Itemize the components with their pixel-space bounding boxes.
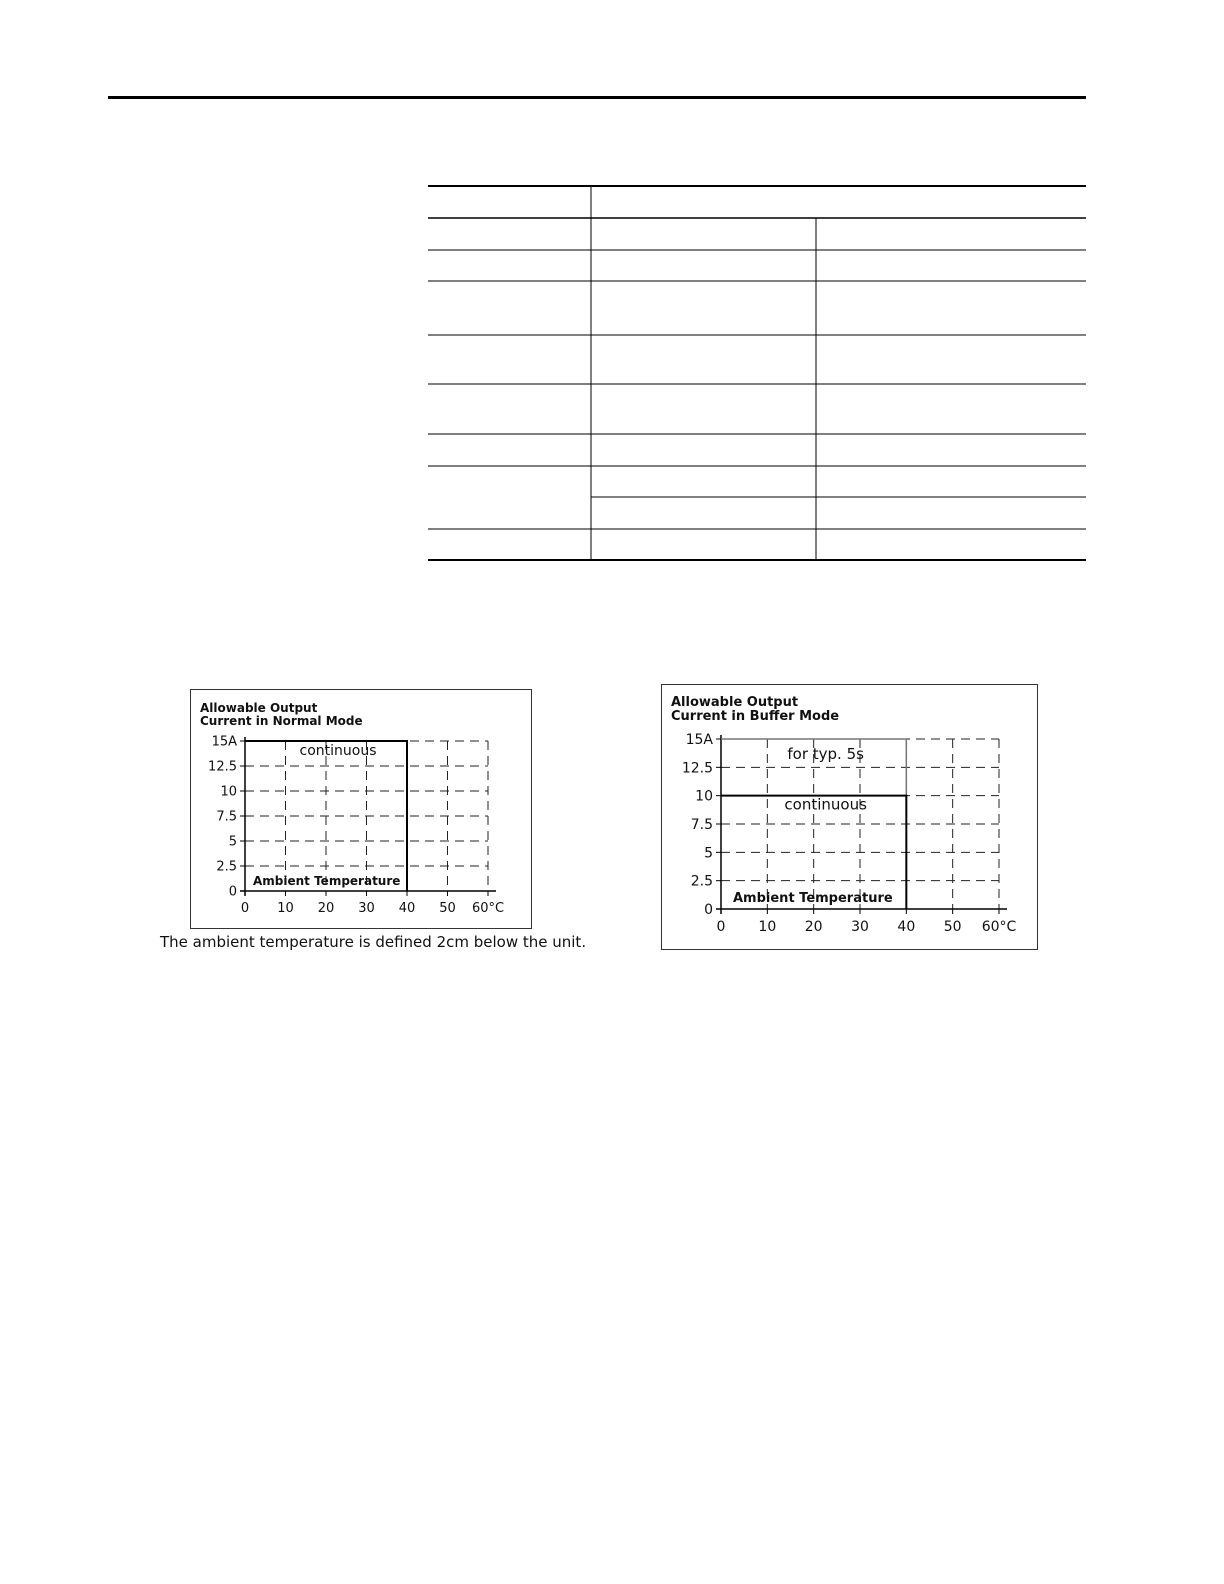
chart-title-line2: Current in Buffer Mode	[671, 709, 840, 725]
x-tick-label: 20	[317, 901, 335, 916]
series-label: for typ. 5s	[787, 745, 864, 763]
series-label: continuous	[784, 795, 867, 814]
grid	[245, 741, 488, 891]
x-tick-label: 20	[804, 919, 823, 935]
x-tick-label: 10	[277, 901, 294, 916]
y-tick-label: 7.5	[216, 809, 237, 825]
chart-normal-mode	[190, 689, 532, 929]
series-label: continuous	[299, 743, 377, 759]
y-tick-label: 10	[220, 784, 237, 800]
y-tick-label: 2.5	[216, 859, 237, 875]
x-tick-label: 50	[439, 901, 456, 916]
x-axis-label: Ambient Temperature	[253, 874, 401, 888]
chart-svg	[662, 685, 1037, 949]
y-tick-label: 15A	[685, 732, 713, 749]
y-tick-label: 12.5	[208, 759, 237, 775]
spec-table	[428, 185, 1086, 561]
x-axis-label: Ambient Temperature	[733, 891, 893, 906]
chart-title-line1: Allowable Output	[200, 701, 318, 715]
y-tick-label: 2.5	[690, 873, 713, 890]
y-tick-label: 12.5	[681, 760, 713, 777]
y-tick-label: 5	[228, 834, 237, 850]
y-tick-label: 0	[704, 902, 713, 919]
x-tick-label: 30	[851, 919, 869, 935]
grid	[721, 739, 999, 909]
y-tick-label: 10	[695, 788, 713, 805]
chart-title-line1: Allowable Output	[671, 695, 799, 710]
x-tick-label: 10	[758, 919, 777, 935]
x-tick-label: 50	[943, 919, 962, 935]
y-tick-label: 15A	[211, 734, 237, 750]
chart-buffer-mode	[661, 684, 1038, 950]
x-tick-label: 40	[398, 901, 416, 916]
chart-svg	[191, 690, 531, 928]
y-tick-label: 0	[228, 884, 237, 900]
top-rule	[108, 96, 1086, 99]
x-tick-label: 60°C	[981, 919, 1017, 935]
chart-caption: The ambient temperature is defined 2cm below the unit.	[160, 933, 587, 951]
x-tick-label: 60°C	[471, 901, 505, 916]
chart-title-line2: Current in Normal Mode	[200, 714, 363, 729]
y-tick-label: 7.5	[690, 817, 713, 834]
x-tick-label: 30	[358, 901, 375, 916]
x-tick-label: 40	[897, 919, 916, 935]
y-tick-label: 5	[704, 845, 713, 862]
x-tick-label: 0	[240, 901, 250, 916]
x-tick-label: 0	[716, 919, 726, 935]
